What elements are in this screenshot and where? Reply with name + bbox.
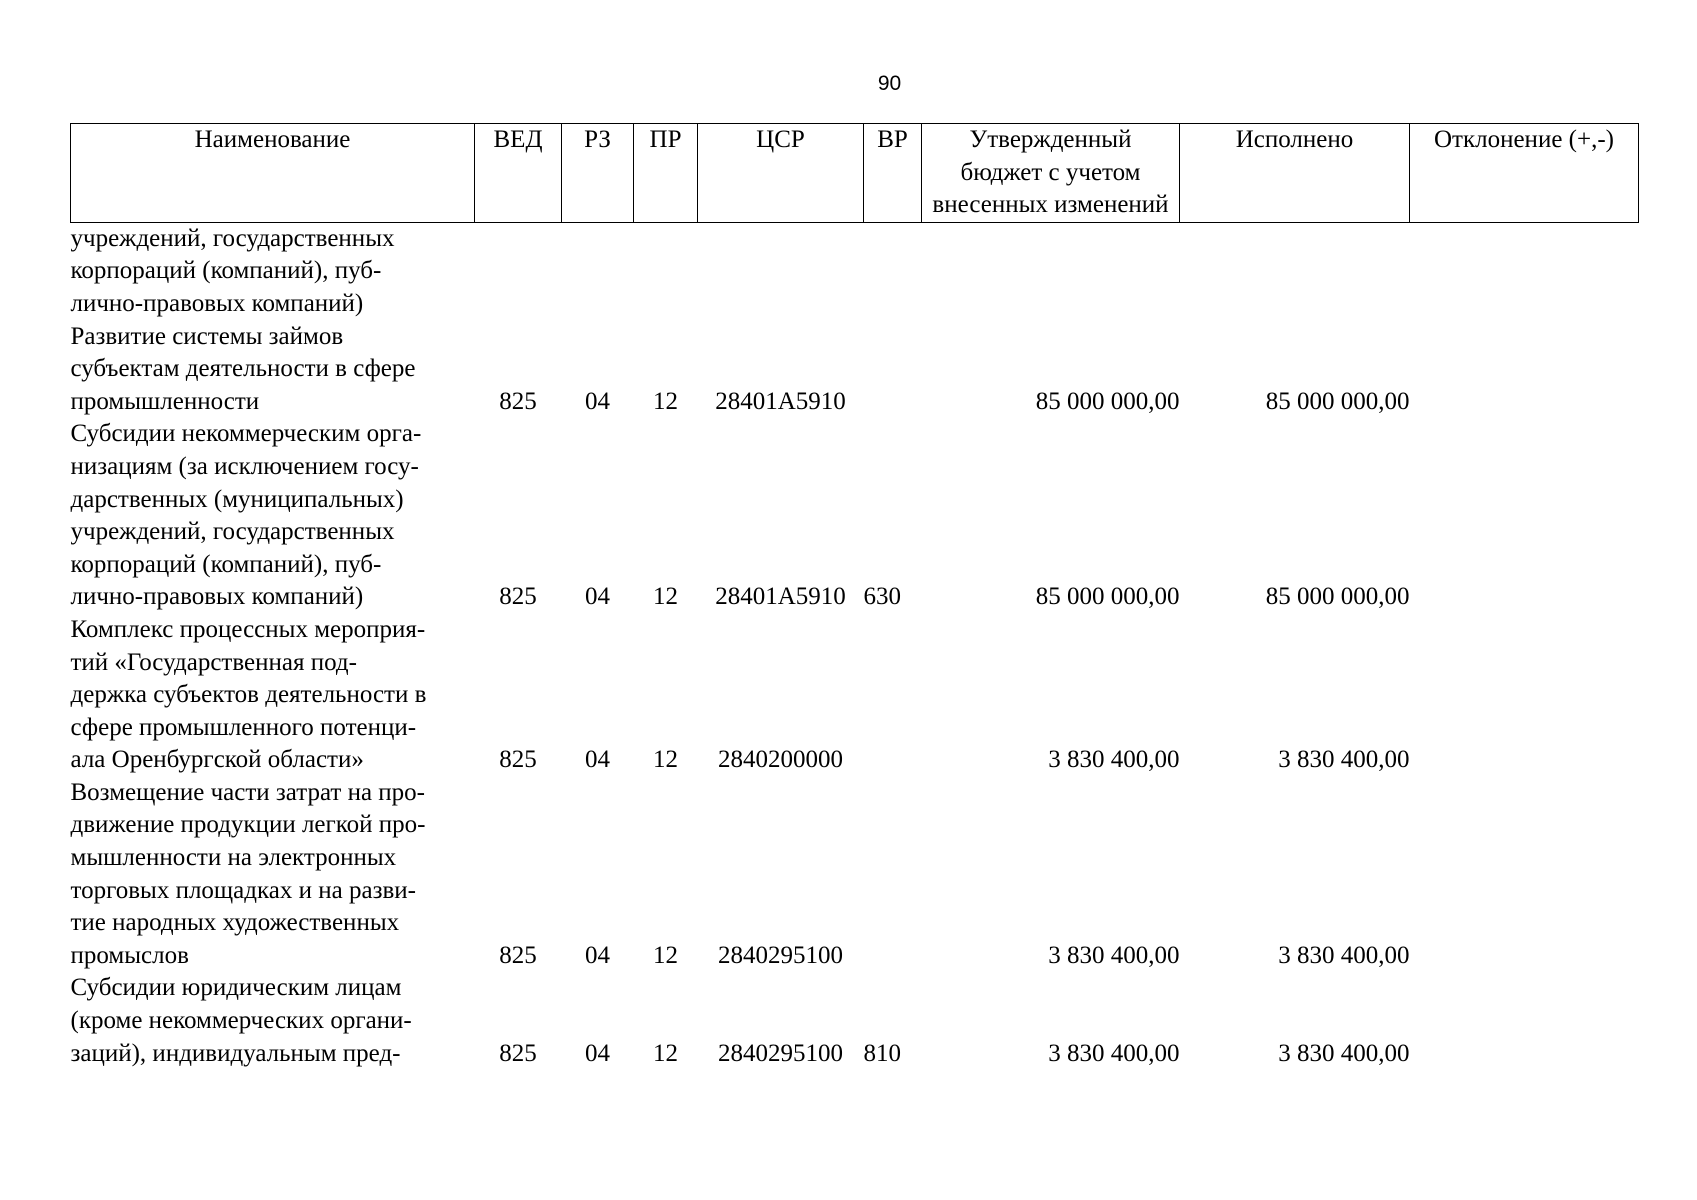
row-name-line: учреждений, государственных: [70, 224, 395, 252]
header-rz: РЗ: [562, 124, 634, 223]
row-name: [71, 777, 475, 973]
row-vr: [864, 614, 922, 777]
row-vr: [864, 222, 922, 320]
row-csr: 2840295100: [718, 1039, 843, 1067]
row-name-line: учреждений, государственных: [70, 518, 395, 546]
row-vr: [864, 321, 922, 419]
table-body: [71, 222, 1639, 1070]
header-executed: Исполнено: [1180, 124, 1410, 223]
row-name-line: Развитие системы займов: [70, 322, 344, 350]
row-executed: [1180, 222, 1410, 320]
row-name: [71, 321, 475, 419]
row-name-line: торговых площадках и на разви-: [70, 876, 416, 904]
row-name-line: ала Оренбургской области»: [70, 746, 364, 774]
row-executed: 85 000 000,00: [1265, 583, 1410, 611]
row-name: [71, 614, 475, 777]
row-ved: 825: [499, 583, 537, 611]
row-pr: 12: [653, 583, 678, 611]
header-deviation: Отклонение (+,-): [1410, 124, 1639, 223]
row-vr: 630: [863, 583, 901, 611]
row-name-line: Субсидии некоммерческим орга-: [70, 420, 422, 448]
row-approved: [922, 222, 1180, 320]
row-name-line: промышленности: [70, 387, 260, 415]
row-pr: 12: [653, 1039, 678, 1067]
row-executed: 85 000 000,00: [1265, 387, 1410, 415]
table-row: [71, 418, 1639, 614]
row-deviation: [1410, 222, 1639, 320]
row-pr: 12: [653, 941, 678, 969]
row-pr: [634, 222, 698, 320]
header-approved: Утвержденный бюджет с учетом внесенных изменений: [922, 124, 1180, 223]
row-deviation: [1410, 614, 1639, 777]
row-ved: 825: [499, 387, 537, 415]
header-csr: ЦСР: [698, 124, 864, 223]
table-row: [71, 321, 1639, 419]
row-name-line: мышленности на электронных: [70, 844, 397, 872]
row-csr: 2840200000: [718, 746, 843, 774]
row-approved: 85 000 000,00: [1035, 387, 1180, 415]
row-approved: 85 000 000,00: [1035, 583, 1180, 611]
row-name-line: (кроме некоммерческих органи-: [70, 1007, 412, 1035]
row-csr: 28401A5910: [715, 583, 846, 611]
row-executed: 3 830 400,00: [1278, 746, 1410, 774]
row-name-line: сфере промышленного потенци-: [70, 713, 417, 741]
row-ved: 825: [499, 1039, 537, 1067]
row-name-line: низациям (за исключением госу-: [70, 452, 419, 480]
table-row: [71, 614, 1639, 777]
row-deviation: [1410, 418, 1639, 614]
header-pr: ПР: [634, 124, 698, 223]
row-rz: 04: [585, 387, 610, 415]
row-deviation: [1410, 972, 1639, 1070]
row-approved: 3 830 400,00: [1048, 941, 1180, 969]
row-name-line: корпораций (компаний), пуб-: [70, 257, 382, 285]
row-name-line: тий «Государственная под-: [70, 648, 357, 676]
row-pr: 12: [653, 746, 678, 774]
header-name: Наименование: [71, 124, 475, 223]
row-name-line: Комплекс процессных мероприя-: [70, 615, 426, 643]
row-vr: [864, 777, 922, 973]
row-name-line: движение продукции легкой про-: [70, 811, 426, 839]
row-ved: [475, 222, 562, 320]
row-approved: 3 830 400,00: [1048, 746, 1180, 774]
row-executed: 3 830 400,00: [1278, 1039, 1410, 1067]
row-csr: [698, 222, 864, 320]
row-vr: 810: [863, 1039, 901, 1067]
row-name-line: лично-правовых компаний): [70, 583, 364, 611]
row-name-line: субъектам деятельности в сфере: [70, 355, 416, 383]
row-csr: 2840295100: [718, 941, 843, 969]
row-rz: 04: [585, 1039, 610, 1067]
row-approved: 3 830 400,00: [1048, 1039, 1180, 1067]
row-rz: 04: [585, 746, 610, 774]
row-name-line: корпораций (компаний), пуб-: [70, 550, 382, 578]
row-name-line: заций), индивидуальным пред-: [70, 1039, 401, 1067]
row-name-line: Возмещение части затрат на про-: [70, 778, 425, 806]
row-name: [71, 222, 475, 320]
row-deviation: [1410, 321, 1639, 419]
row-ved: 825: [499, 941, 537, 969]
page-number: 90: [877, 72, 902, 95]
table-header-row: [71, 124, 1639, 223]
row-csr: 28401A5910: [715, 387, 846, 415]
row-name-line: тие народных художественных: [70, 909, 400, 937]
header-ved: ВЕД: [475, 124, 562, 223]
row-name: [71, 972, 475, 1070]
budget-table: [70, 123, 1639, 1070]
row-rz: 04: [585, 941, 610, 969]
row-ved: 825: [499, 746, 537, 774]
row-deviation: [1410, 777, 1639, 973]
header-vr: ВР: [864, 124, 922, 223]
row-executed: 3 830 400,00: [1278, 941, 1410, 969]
row-name-line: лично-правовых компаний): [70, 289, 364, 317]
table-row: [71, 222, 1639, 320]
row-name-line: Субсидии юридическим лицам: [70, 974, 402, 1002]
row-name: [71, 418, 475, 614]
table-row: [71, 777, 1639, 973]
row-rz: [562, 222, 634, 320]
row-name-line: дарственных (муниципальных): [70, 485, 404, 513]
row-rz: 04: [585, 583, 610, 611]
table-row: [71, 972, 1639, 1070]
row-pr: 12: [653, 387, 678, 415]
row-name-line: промыслов: [70, 941, 189, 969]
row-name-line: держка субъектов деятельности в: [70, 681, 427, 709]
